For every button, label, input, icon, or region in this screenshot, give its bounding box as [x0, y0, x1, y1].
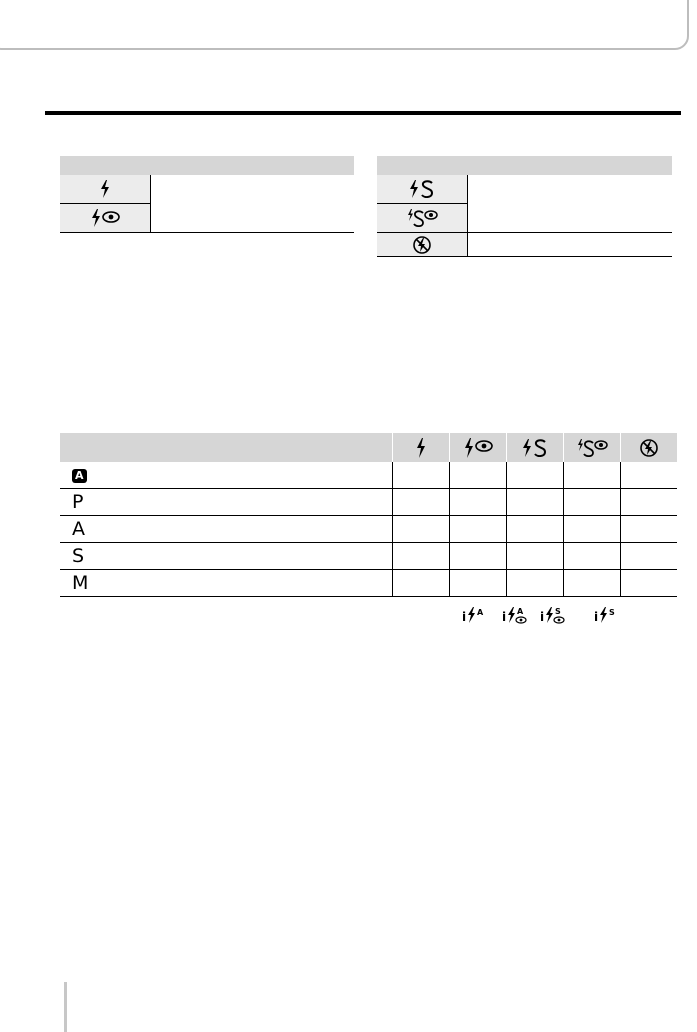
table-cell: [450, 570, 507, 597]
table-cell: [393, 462, 450, 489]
slow-sync-icon: [507, 433, 564, 462]
svg-text:S: S: [555, 607, 561, 616]
ia-slow-sync-red-eye-icon: [540, 606, 566, 626]
slow-sync-icon: [377, 175, 468, 204]
header-cell: [377, 156, 468, 175]
table-cell: [393, 489, 450, 516]
table-cell: [393, 570, 450, 597]
intelligent-auto-mode-icon: A: [72, 469, 87, 483]
table-row: [60, 175, 354, 204]
table-cell: [621, 489, 677, 516]
table-cell: [507, 489, 564, 516]
table-cell: [621, 516, 677, 543]
slow-sync-red-eye-icon: [377, 204, 468, 233]
svg-text:i: i: [462, 610, 467, 624]
svg-text:i: i: [502, 610, 507, 624]
flash-on-red-eye-icon: [60, 204, 151, 233]
table-cell: [564, 516, 621, 543]
header-cell: [60, 156, 151, 175]
mode-compatibility-table: [60, 433, 677, 597]
flash-on-icon: [393, 433, 450, 462]
mode-cell-a: A: [60, 516, 393, 543]
header-cell: [468, 156, 673, 175]
table-cell: [507, 462, 564, 489]
table-cell: [564, 462, 621, 489]
slow-sync-red-eye-icon: [564, 433, 621, 462]
flash-mode-table-right: [377, 156, 672, 257]
svg-text:A: A: [517, 607, 524, 616]
header-cell: [151, 156, 355, 175]
table-cell: [621, 570, 677, 597]
table-row: [377, 175, 672, 204]
table-cell: [393, 543, 450, 570]
table-header-row: [377, 156, 672, 175]
table-row: [60, 462, 677, 489]
svg-text:i: i: [540, 610, 545, 624]
table-row: [377, 233, 672, 257]
description-cell: [468, 233, 673, 257]
flash-off-icon: [621, 433, 677, 462]
ia-flash-auto-icon: [462, 606, 488, 626]
mode-cell-intelligent-auto: [60, 462, 393, 489]
table-cell: [450, 516, 507, 543]
footnote-icon-row: [462, 606, 642, 628]
flash-on-red-eye-icon: [450, 433, 507, 462]
table-cell: [450, 462, 507, 489]
section-divider: [45, 111, 681, 115]
mode-cell-p: P: [60, 489, 393, 516]
table-cell: [564, 543, 621, 570]
table-cell: [450, 489, 507, 516]
page-header-frame: [0, 0, 689, 50]
table-cell: [564, 489, 621, 516]
svg-text:A: A: [477, 608, 484, 617]
table-cell: [393, 516, 450, 543]
table-cell: [507, 516, 564, 543]
table-cell: [507, 570, 564, 597]
svg-text:S: S: [609, 608, 615, 617]
table-header-row: [60, 433, 677, 462]
table-row: [60, 543, 677, 570]
table-row: [60, 570, 677, 597]
description-cell: [151, 175, 355, 233]
ia-flash-red-eye-icon: [502, 606, 528, 626]
table-cell: [450, 543, 507, 570]
table-header-row: [60, 156, 354, 175]
mode-cell-s: S: [60, 543, 393, 570]
svg-text:i: i: [594, 610, 599, 624]
flash-on-icon: [60, 175, 151, 204]
mode-header-cell: [60, 433, 393, 462]
ia-slow-sync-icon: [594, 606, 620, 626]
table-cell: [621, 543, 677, 570]
page-margin-bar: [64, 982, 67, 1032]
table-row: [60, 489, 677, 516]
flash-mode-table-left: [60, 156, 354, 233]
mode-cell-m: M: [60, 570, 393, 597]
table-cell: [621, 462, 677, 489]
table-cell: [507, 543, 564, 570]
table-cell: [564, 570, 621, 597]
flash-off-icon: [377, 233, 468, 257]
description-cell: [468, 175, 673, 233]
table-row: [60, 516, 677, 543]
